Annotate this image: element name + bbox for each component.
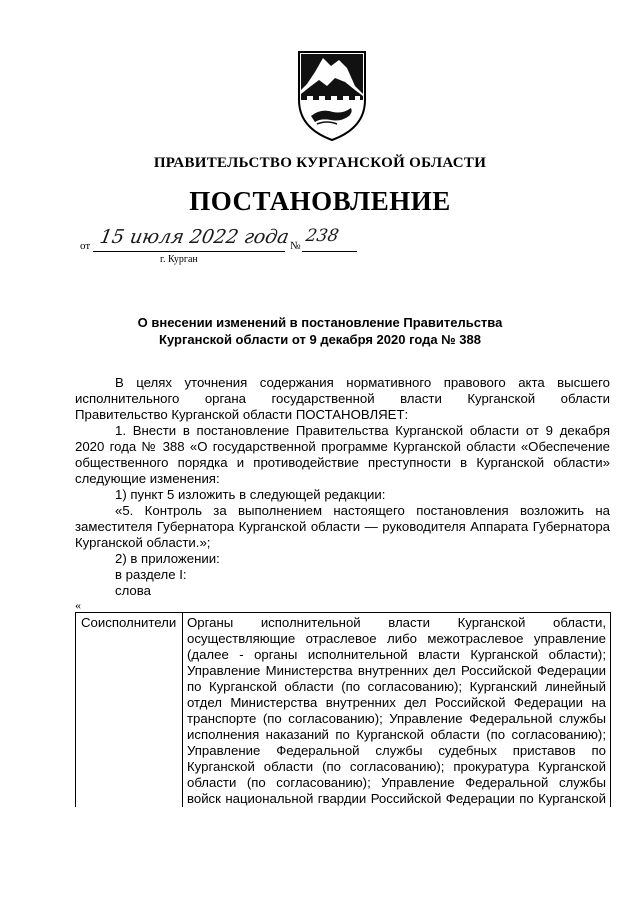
date-number-line: [80, 226, 360, 266]
handwritten-number: 238: [304, 226, 341, 246]
date-prefix: от: [80, 240, 91, 252]
paragraph-new-item-5: «5. Контроль за выполнением настоящего постановления возложить на заместителя Губернатора Курганской области — руководителя Аппарата Губернатора Курганской области.»;: [75, 503, 610, 550]
co-executors-table: [75, 612, 611, 807]
number-sign: №: [290, 240, 301, 252]
date-underline: [93, 251, 285, 252]
government-name: ПРАВИТЕЛЬСТВО КУРГАНСКОЙ ОБЛАСТИ: [153, 155, 487, 171]
document-body: [75, 375, 610, 599]
subject-line-1: О внесении изменений в постановление Правительства: [137, 315, 503, 330]
paragraph-subitem-1: 1) пункт 5 изложить в следующей редакции:: [115, 487, 386, 502]
paragraph-words: слова: [115, 583, 151, 598]
table-cell-text: Органы исполнительной власти Курганской области, осуществляющие отраслевое либо межотраслевое управление (далее - органы исполнительной власти Курганской области); Управление Министерства внутренних дел Российской Федерации по Курганской области (по согласованию); Курганский линейный отдел Министерства внутренних дел Российской Федерации на транспорте (по согласованию); Управление Федеральной службы исполнения наказаний по Курганской области (по согласованию); Управление Федеральной службы судебных приставов по Курганской области (по согласованию); прокуратура Курганской области (по согласованию); Управление Федеральной службы войск национальной гвардии Российской Федерации по Курганской: [183, 613, 611, 808]
opening-quote: «: [75, 598, 81, 612]
paragraph-section-1: в разделе I:: [115, 567, 187, 582]
table-row: [76, 613, 611, 808]
paragraph-subitem-2: 2) в приложении:: [115, 551, 220, 566]
number-underline: [302, 251, 357, 252]
document-subject: [0, 314, 640, 348]
paragraph-decree: Правительство Курганской области ПОСТАНОВЛЯЕТ:: [75, 407, 409, 422]
paragraph-preamble: В целях уточнения содержания нормативного правового акта высшего исполнительного органа государственной власти Курганской области: [75, 375, 610, 406]
city: г. Курган: [160, 254, 198, 265]
kurgan-coat-of-arms-icon: [297, 50, 367, 142]
document-type-title: ПОСТАНОВЛЕНИЕ: [189, 186, 451, 216]
table-cell-label: Соисполнители: [76, 613, 183, 808]
subject-line-2: Курганской области от 9 декабря 2020 года № 388: [159, 332, 481, 347]
handwritten-date: 15 июля 2022 года: [98, 226, 291, 248]
paragraph-item-1: 1. Внести в постановление Правительства Курганской области от 9 декабря 2020 года № 388 «О государственной программе Курганской области «Обеспечение общественного порядка и противодействие преступности в Курганской области» следующие изменения:: [75, 423, 610, 486]
